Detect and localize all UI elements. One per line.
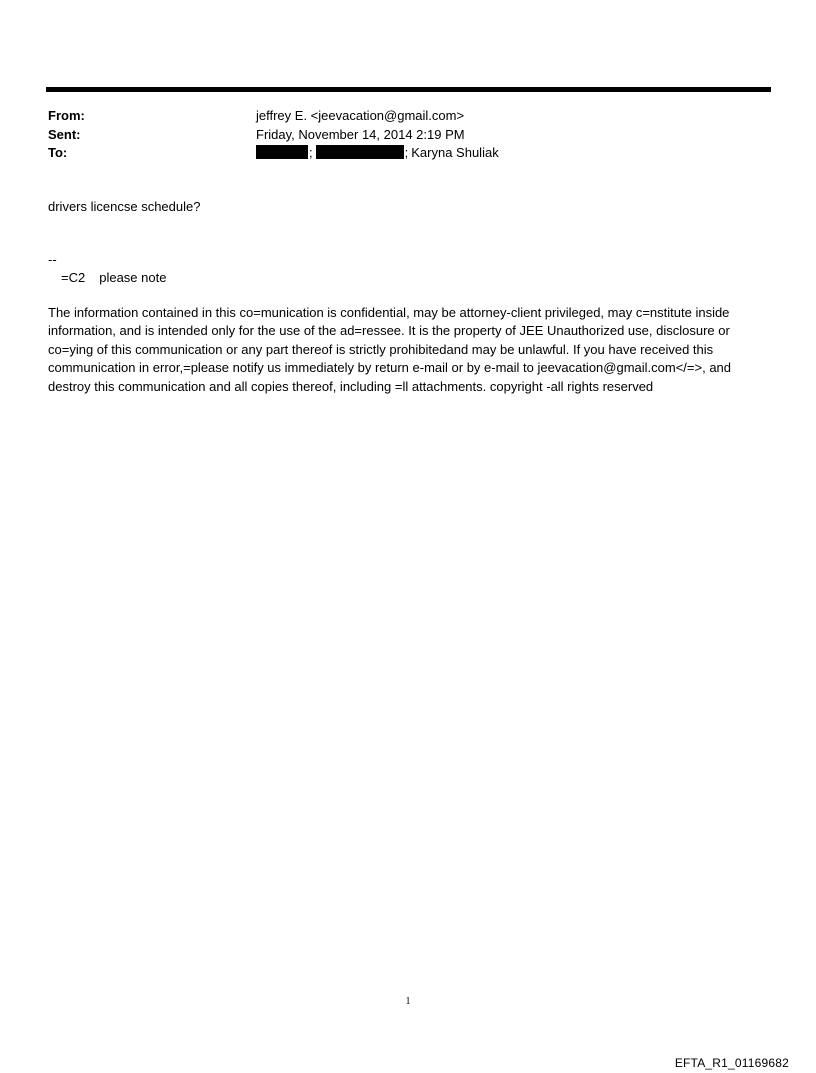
from-label: From: <box>48 108 85 123</box>
message-text: drivers licencse schedule? <box>48 199 201 214</box>
note-text: please note <box>99 270 167 285</box>
sent-label: Sent: <box>48 126 81 142</box>
bates-number: EFTA_R1_01169682 <box>674 1056 789 1070</box>
email-header <box>48 107 768 163</box>
from-row <box>48 107 768 126</box>
from-value: jeffrey E. <jeevacation@gmail.com> <box>256 108 465 123</box>
signature-dashes: -- <box>48 252 57 267</box>
note-code: =C2 <box>61 270 86 285</box>
sent-row <box>48 126 768 145</box>
to-row <box>48 144 768 163</box>
recipient-separator: ; <box>309 145 313 160</box>
recipient-separator: ; <box>404 145 409 160</box>
to-value <box>256 144 499 163</box>
redaction-box <box>256 145 308 159</box>
to-label: To: <box>48 145 68 160</box>
sent-value: Friday, November 14, 2014 2:19 PM <box>256 126 465 142</box>
page-number: 1 <box>405 996 411 1007</box>
confidentiality-disclaimer: The information contained in this co=munication is confidential, may be attorney-client privileged, may c=nstitute inside information, and is intended only for the use of the ad=ressee. It is the property of JEE Unauthorized use, disclosure or co=ying of this communication or any part thereof is strictly prohibitedand may be unlawful. If you have received this communication in error,=please notify us immediately by return e-mail or by e-mail to jeevacation@gmail.com</=>, and destroy this communication and all copies thereof, including =ll attachments. copyright -all rights reserved <box>48 305 732 394</box>
note-line <box>61 269 786 288</box>
recipient-name: Karyna Shuliak <box>411 145 499 160</box>
header-divider <box>46 87 771 92</box>
redaction-box <box>316 145 404 159</box>
